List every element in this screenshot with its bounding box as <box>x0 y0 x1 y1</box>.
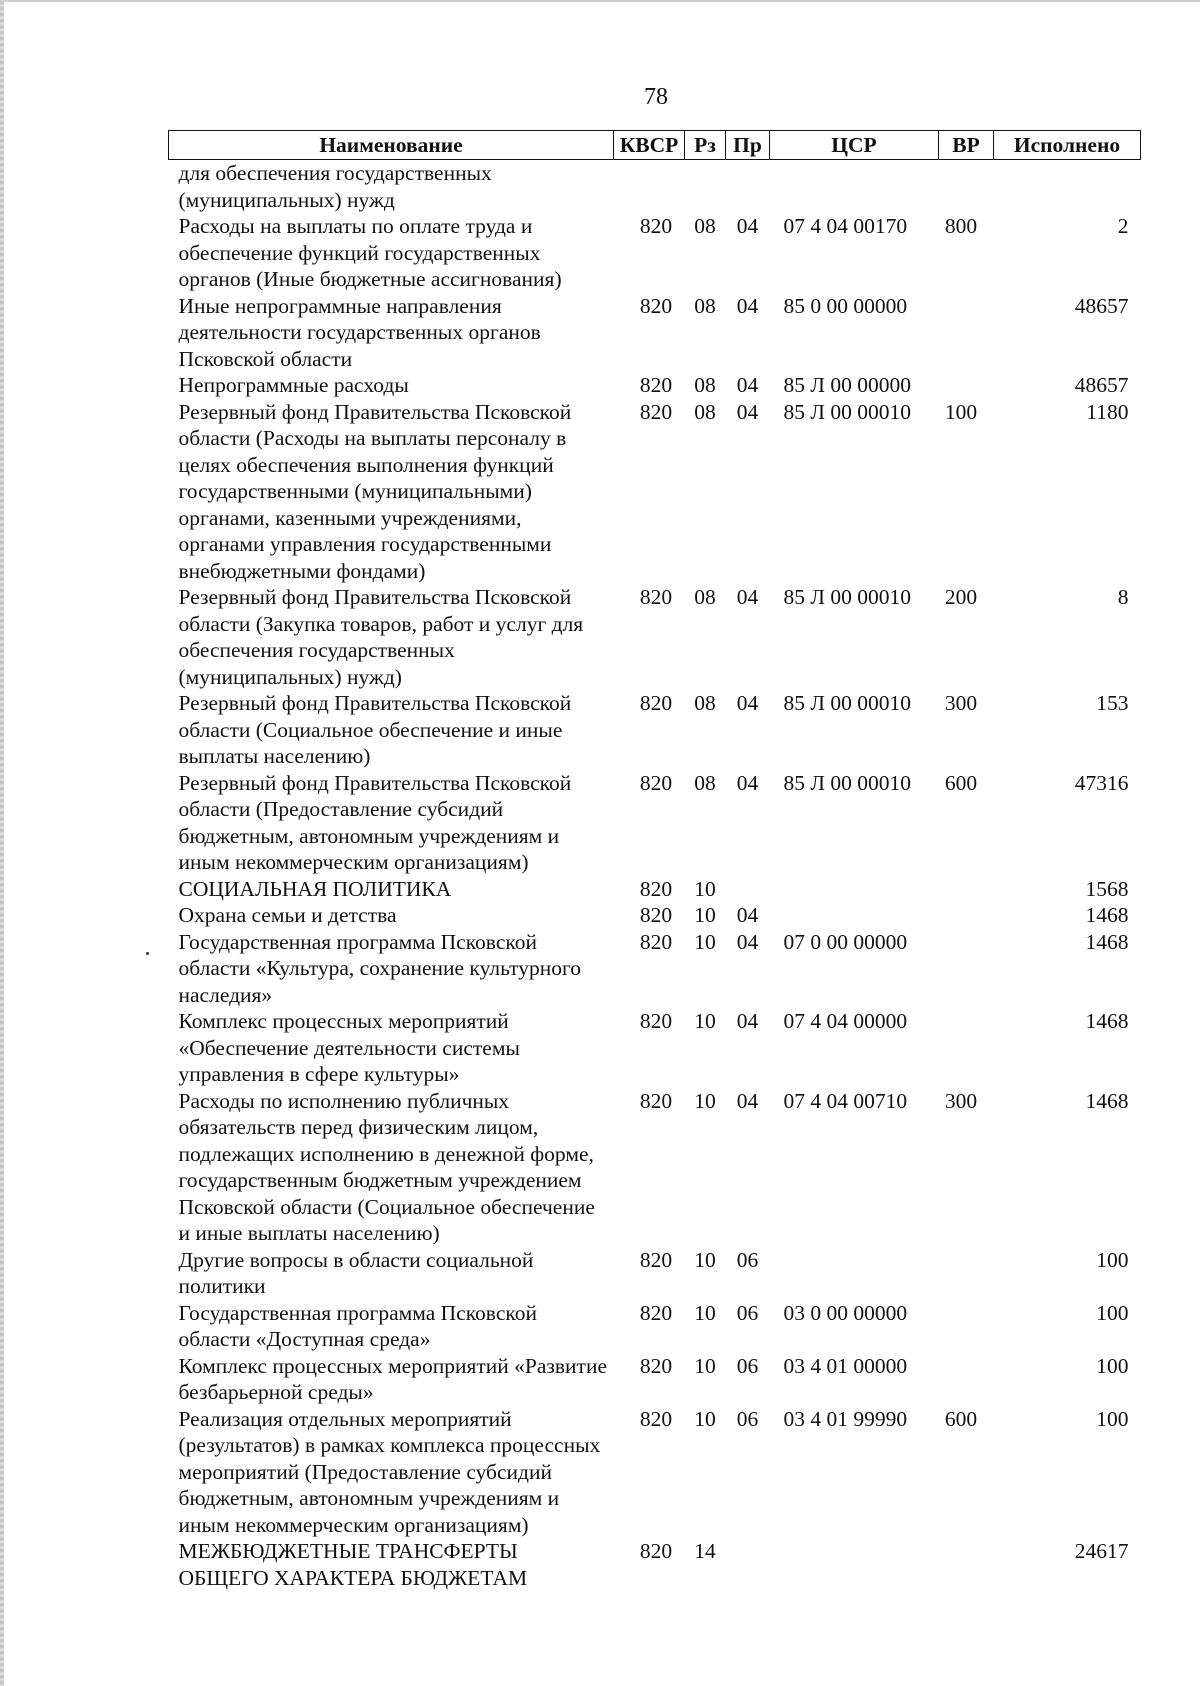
page-number: 78 <box>644 84 668 110</box>
cell-csr: 03 4 01 00000 <box>783 1353 908 1378</box>
cell-vr: 200 <box>944 585 978 609</box>
table-row <box>169 1406 1141 1539</box>
table-row <box>169 584 1141 690</box>
table-row <box>169 1538 1141 1591</box>
cell-kvsr: 820 <box>639 214 673 238</box>
cell-kvsr: 820 <box>639 1300 673 1325</box>
header-row <box>169 131 1141 160</box>
cell-kvsr: 820 <box>639 1088 673 1113</box>
cell-vr <box>939 372 994 399</box>
cell-name: Непрограммные расходы <box>178 373 409 397</box>
cell-csr: 85 Л 00 00010 <box>783 585 911 609</box>
cell-pr: 04 <box>736 691 759 715</box>
cell-vr: 600 <box>944 1406 978 1431</box>
cell-isp: 100 <box>1096 1353 1129 1378</box>
cell-vr <box>939 293 994 373</box>
header-pr: Пр <box>726 131 770 160</box>
cell-csr: 03 0 00 00000 <box>783 1300 908 1325</box>
cell-name: СОЦИАЛЬНАЯ ПОЛИТИКА <box>178 876 452 901</box>
cell-kvsr: 820 <box>639 1353 673 1378</box>
cell-vr <box>939 160 994 214</box>
scan-edge-top <box>0 0 1200 2</box>
cell-kvsr <box>614 160 685 214</box>
cell-csr: 85 Л 00 00010 <box>783 691 911 715</box>
cell-name: Расходы по исполнению публичных обязательств перед физическим лицом, подлежащих исполнению в денежной форме, государственным бюджетным учреждением Псковской области (Социальное обеспечение и иные выплаты населению) <box>178 1088 595 1245</box>
cell-vr <box>939 1008 994 1088</box>
cell-isp <box>994 160 1141 214</box>
header-kvsr: КВСР <box>614 131 685 160</box>
cell-name: Охрана семьи и детства <box>178 903 397 927</box>
cell-pr: 04 <box>736 1088 759 1113</box>
cell-csr: 07 0 00 00000 <box>783 929 908 954</box>
cell-pr: 04 <box>736 929 759 954</box>
table-row <box>169 293 1141 373</box>
cell-isp: 24617 <box>1074 1539 1129 1563</box>
cell-kvsr: 820 <box>639 1009 673 1033</box>
table-row <box>169 876 1141 903</box>
cell-name: МЕЖБЮДЖЕТНЫЕ ТРАНСФЕРТЫ ОБЩЕГО ХАРАКТЕРА БЮДЖЕТАМ <box>178 1539 528 1590</box>
cell-name: Другие вопросы в области социальной политики <box>178 1247 534 1298</box>
cell-csr <box>770 1247 939 1300</box>
table-row <box>169 213 1141 293</box>
cell-name: Резервный фонд Правительства Псковской области (Закупка товаров, работ и услуг для обеспечения государственных (муниципальных) нужд) <box>178 585 584 689</box>
table-header <box>169 131 1141 160</box>
cell-kvsr: 820 <box>639 1247 673 1272</box>
cell-rz: 14 <box>694 1539 716 1563</box>
cell-vr <box>939 1247 994 1300</box>
cell-rz: 10 <box>694 1088 716 1113</box>
table-row <box>169 929 1141 1009</box>
cell-rz <box>685 160 726 214</box>
cell-isp: 1468 <box>1085 903 1129 927</box>
cell-name: Государственная программа Псковской области «Доступная среда» <box>178 1300 537 1351</box>
cell-name: Резервный фонд Правительства Псковской области (Социальное обеспечение и иные выплаты населению) <box>178 691 572 768</box>
cell-vr <box>939 876 994 903</box>
header-csr: ЦСР <box>770 131 939 160</box>
table-row <box>169 770 1141 876</box>
cell-rz: 10 <box>694 1247 716 1272</box>
cell-pr: 04 <box>736 770 759 795</box>
cell-isp: 100 <box>1096 1300 1129 1325</box>
cell-pr: 04 <box>736 1009 759 1033</box>
cell-pr: 04 <box>736 214 759 238</box>
cell-kvsr: 820 <box>639 1539 673 1563</box>
cell-name: Расходы на выплаты по оплате труда и обеспечение функций государственных органов (Иные бюджетные ассигнования) <box>178 214 562 291</box>
cell-csr: 85 Л 00 00010 <box>783 399 911 424</box>
cell-vr: 300 <box>944 691 978 715</box>
header-vr: ВР <box>939 131 994 160</box>
cell-rz: 10 <box>694 929 716 954</box>
table-row <box>169 160 1141 214</box>
cell-name: Комплекс процессных мероприятий «Развитие безбарьерной среды» <box>178 1353 607 1404</box>
cell-rz: 08 <box>694 399 716 424</box>
cell-rz: 08 <box>694 214 716 238</box>
cell-rz: 10 <box>694 1300 716 1325</box>
cell-pr: 04 <box>736 903 759 927</box>
table-row <box>169 372 1141 399</box>
cell-rz: 08 <box>694 293 716 318</box>
cell-isp: 100 <box>1096 1406 1129 1431</box>
cell-pr: 04 <box>736 585 759 609</box>
cell-pr: 06 <box>736 1406 759 1431</box>
cell-rz: 10 <box>694 903 716 927</box>
cell-csr: 85 0 00 00000 <box>783 293 908 318</box>
cell-name: Реализация отдельных мероприятий (результатов) в рамках комплекса процессных мероприятий (Предоставление субсидий бюджетным, автономным учреждениям и иным некоммерческим организациям) <box>178 1406 601 1537</box>
cell-pr: 06 <box>736 1353 759 1378</box>
cell-pr: 04 <box>736 399 759 424</box>
cell-name: Резервный фонд Правительства Псковской области (Расходы на выплаты персоналу в целях обеспечения выполнения функций государственными (муниципальными) органами, казенными учреждениями, органами управления государственными внебюджетными фондами) <box>178 399 572 583</box>
cell-pr: 06 <box>736 1300 759 1325</box>
table-body <box>169 160 1141 1592</box>
cell-vr <box>939 1353 994 1406</box>
cell-isp: 1180 <box>1086 399 1129 424</box>
cell-vr: 300 <box>944 1088 978 1113</box>
cell-csr: 07 4 04 00000 <box>783 1009 908 1033</box>
table-row <box>169 399 1141 585</box>
cell-isp: 48657 <box>1074 293 1129 318</box>
cell-isp: 1568 <box>1085 876 1129 901</box>
cell-pr: 06 <box>736 1247 759 1272</box>
cell-rz: 10 <box>694 1353 716 1378</box>
cell-pr: 04 <box>736 373 759 397</box>
cell-name: Иные непрограммные направления деятельности государственных органов Псковской области <box>178 293 541 371</box>
cell-pr <box>726 1538 770 1591</box>
cell-rz: 08 <box>694 770 716 795</box>
budget-table <box>168 130 1141 1591</box>
cell-kvsr: 820 <box>639 293 673 318</box>
cell-isp: 1468 <box>1085 929 1129 954</box>
cell-isp: 8 <box>1117 585 1129 609</box>
cell-isp: 2 <box>1117 214 1129 238</box>
cell-vr <box>939 929 994 1009</box>
cell-rz: 08 <box>694 585 716 609</box>
table-row <box>169 690 1141 770</box>
cell-vr: 100 <box>944 399 978 424</box>
table-row <box>169 1008 1141 1088</box>
cell-kvsr: 820 <box>639 1406 673 1431</box>
cell-isp: 47316 <box>1074 770 1129 795</box>
cell-csr <box>770 1538 939 1591</box>
header-rz: Рз <box>685 131 726 160</box>
cell-vr: 600 <box>944 770 978 795</box>
scan-speck <box>146 952 149 955</box>
cell-isp: 1468 <box>1085 1009 1129 1033</box>
cell-kvsr: 820 <box>639 373 673 397</box>
cell-csr: 07 4 04 00710 <box>783 1088 908 1113</box>
cell-kvsr: 820 <box>639 691 673 715</box>
cell-csr <box>770 902 939 929</box>
cell-rz: 08 <box>694 691 716 715</box>
cell-csr <box>770 160 939 214</box>
cell-kvsr: 820 <box>639 399 673 424</box>
cell-csr: 85 Л 00 00000 <box>783 373 911 397</box>
cell-name: для обеспечения государственных (муниципальных) нужд <box>178 161 492 212</box>
cell-csr: 07 4 04 00170 <box>783 214 908 238</box>
table-row <box>169 1088 1141 1247</box>
cell-vr: 800 <box>944 214 978 238</box>
cell-name: Резервный фонд Правительства Псковской области (Предоставление субсидий бюджетным, автономным учреждениям и иным некоммерческим организациям) <box>178 770 572 874</box>
cell-vr <box>939 1538 994 1591</box>
header-name: Наименование <box>169 131 614 160</box>
cell-isp: 1468 <box>1085 1088 1129 1113</box>
cell-rz: 10 <box>694 1009 716 1033</box>
cell-csr: 03 4 01 99990 <box>783 1406 908 1431</box>
cell-isp: 100 <box>1096 1247 1129 1272</box>
cell-rz: 08 <box>694 373 716 397</box>
cell-isp: 153 <box>1096 691 1129 715</box>
cell-name: Комплекс процессных мероприятий «Обеспечение деятельности системы управления в сфере культуры» <box>178 1009 520 1086</box>
cell-csr <box>770 876 939 903</box>
cell-kvsr: 820 <box>639 770 673 795</box>
cell-name: Государственная программа Псковской области «Культура, сохранение культурного наследия» <box>178 929 581 1007</box>
header-isp: Исполнено <box>994 131 1141 160</box>
cell-pr: 04 <box>736 293 759 318</box>
cell-vr <box>939 1300 994 1353</box>
table-row <box>169 902 1141 929</box>
table-row <box>169 1300 1141 1353</box>
table-row <box>169 1353 1141 1406</box>
cell-rz: 10 <box>694 1406 716 1431</box>
cell-csr: 85 Л 00 00010 <box>783 770 911 795</box>
scan-edge-left <box>0 0 4 1686</box>
cell-pr <box>726 160 770 214</box>
table-row <box>169 1247 1141 1300</box>
cell-kvsr: 820 <box>639 876 673 901</box>
cell-vr <box>939 902 994 929</box>
cell-isp: 48657 <box>1074 373 1129 397</box>
cell-kvsr: 820 <box>639 903 673 927</box>
cell-kvsr: 820 <box>639 585 673 609</box>
cell-kvsr: 820 <box>639 929 673 954</box>
cell-pr <box>726 876 770 903</box>
cell-rz: 10 <box>694 876 716 901</box>
